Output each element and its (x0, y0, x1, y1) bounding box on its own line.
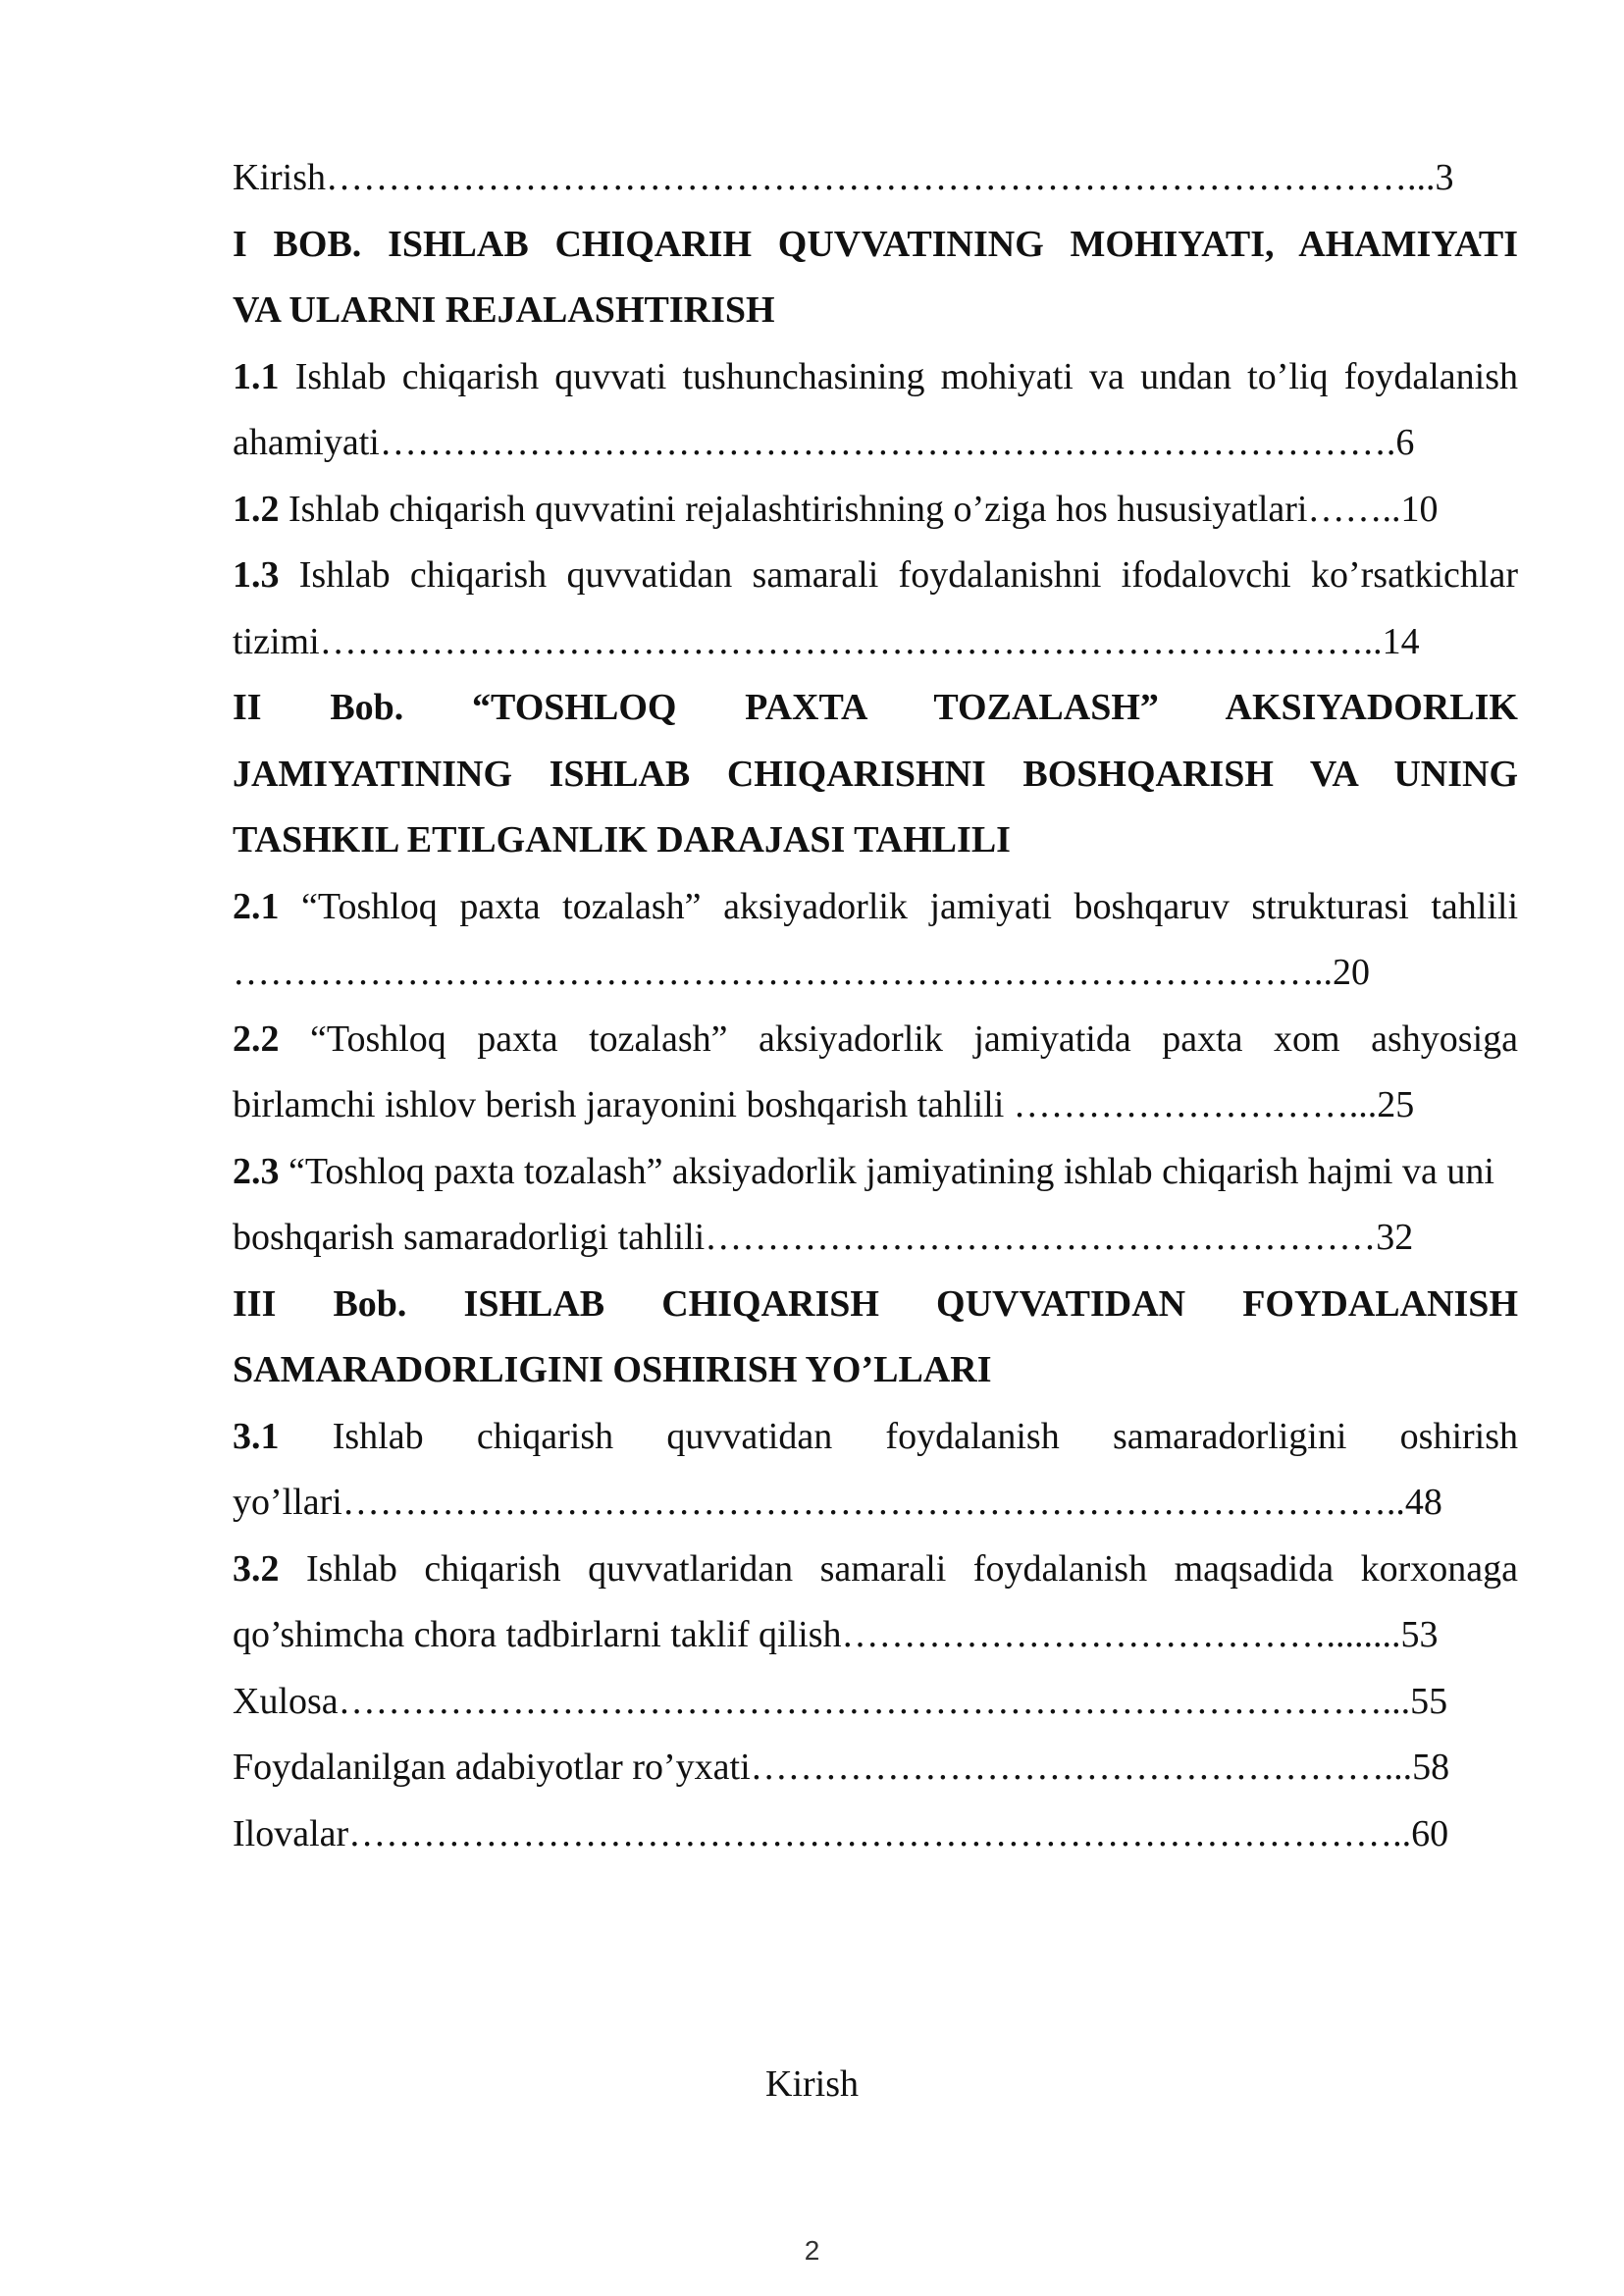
toc-entry-ilovalar[interactable]: Ilovalar…………………………………………………………………………..60 (233, 1812, 1449, 1854)
chapter-2-title-line-2[interactable]: JAMIYATINING ISHLAB CHIQARISHNI BOSHQARISH VA UNING (233, 753, 1518, 795)
toc-entry-adabiyotlar[interactable]: Foydalanilgan adabiyotlar ro’yxati……………………………………………...58 (233, 1747, 1450, 1788)
section-title: “Toshloq paxta tozalash” aksiyadorlik jamiyati boshqaruv strukturasi tahlili (279, 885, 1518, 927)
toc-entry-1-2[interactable] (233, 477, 1518, 544)
section-title: Ishlab chiqarish quvvati tushunchasining mohiyati va undan to’liq foydalanish (279, 355, 1518, 397)
section-number: 2.3 (233, 1150, 280, 1192)
toc-entry-1-3[interactable] (233, 543, 1518, 609)
section-number: 1.2 (233, 488, 280, 530)
toc-entry-xulosa[interactable]: Xulosa…………………………………………………………………………...55 (233, 1680, 1448, 1722)
section-number: 2.1 (233, 885, 280, 927)
toc-entry-2-1-continued[interactable]: ……………………………………………………………………………..20 (233, 952, 1370, 993)
section-title: Ishlab chiqarish quvvatlaridan samarali foydalanish maqsadida korxonaga (279, 1547, 1518, 1590)
toc-entry-kirish[interactable]: Kirish……………………………………………………………………………...3 (233, 157, 1454, 198)
chapter-2-title-line-3[interactable]: TASHKIL ETILGANLIK DARAJASI TAHLILI (233, 819, 1011, 861)
toc-entry-2-1[interactable] (233, 874, 1518, 941)
section-number: 2.2 (233, 1018, 280, 1060)
toc-entry-1-1[interactable] (233, 344, 1518, 411)
chapter-3-title-line-2[interactable]: SAMARADORLIGINI OSHIRISH YO’LLARI (233, 1349, 992, 1390)
toc-entry-3-2[interactable] (233, 1537, 1518, 1603)
section-title: “Toshloq paxta tozalash” aksiyadorlik jamiyatida paxta xom ashyosiga (279, 1018, 1518, 1060)
chapter-3-title-line-1[interactable]: III Bob. ISHLAB CHIQARISH QUVVATIDAN FOYDALANISH (233, 1282, 1518, 1325)
toc-entry-1-3-continued[interactable]: tizimi…………………………………………………………………………..14 (233, 620, 1420, 662)
chapter-1-title-line-2[interactable]: VA ULARNI REJALASHTIRISH (233, 289, 775, 331)
toc-entry-1-1-continued[interactable]: ahamiyati……………………………………………………………………….6 (233, 422, 1415, 463)
chapter-2-title-line-1[interactable]: II Bob. “TOSHLOQ PAXTA TOZALASH” AKSIYADORLIK (233, 687, 1518, 728)
section-number: 3.2 (233, 1547, 280, 1590)
table-of-contents (233, 145, 1518, 1867)
toc-entry-2-3[interactable] (233, 1139, 1518, 1206)
toc-entry-2-3-continued[interactable]: boshqarish samaradorligi tahlili………………………………………………32 (233, 1217, 1414, 1258)
toc-entry-2-2[interactable] (233, 1007, 1518, 1073)
section-number: 3.1 (233, 1415, 280, 1457)
toc-entry-2-2-continued[interactable]: birlamchi ishlov berish jarayonini boshqarish tahlili ………………………...25 (233, 1084, 1415, 1125)
toc-entry-3-1[interactable] (233, 1404, 1518, 1471)
toc-entry-3-2-continued[interactable]: qo’shimcha chora tadbirlarni taklif qilish…………………………………........53 (233, 1614, 1439, 1655)
chapter-1-title-line-1[interactable]: I BOB. ISHLAB CHIQARIH QUVVATINING MOHIYATI, AHAMIYATI (233, 223, 1518, 265)
section-number: 1.3 (233, 554, 280, 596)
toc-entry-3-1-continued[interactable]: yo’llari…………………………………………………………………………..48 (233, 1482, 1442, 1523)
section-number: 1.1 (233, 355, 280, 397)
section-title: Ishlab chiqarish quvvatini rejalashtirishning o’ziga hos hususiyatlari……..10 (279, 488, 1439, 530)
section-title: Ishlab chiqarish quvvatidan samarali foydalanishni ifodalovchi ko’rsatkichlar (279, 554, 1518, 596)
page-number: 2 (804, 2235, 820, 2266)
section-title: “Toshloq paxta tozalash” aksiyadorlik jamiyatining ishlab chiqarish hajmi va uni (279, 1150, 1494, 1192)
section-title: Ishlab chiqarish quvvatidan foydalanish samaradorligini oshirish (279, 1415, 1518, 1457)
section-heading-kirish: Kirish (765, 2063, 859, 2105)
